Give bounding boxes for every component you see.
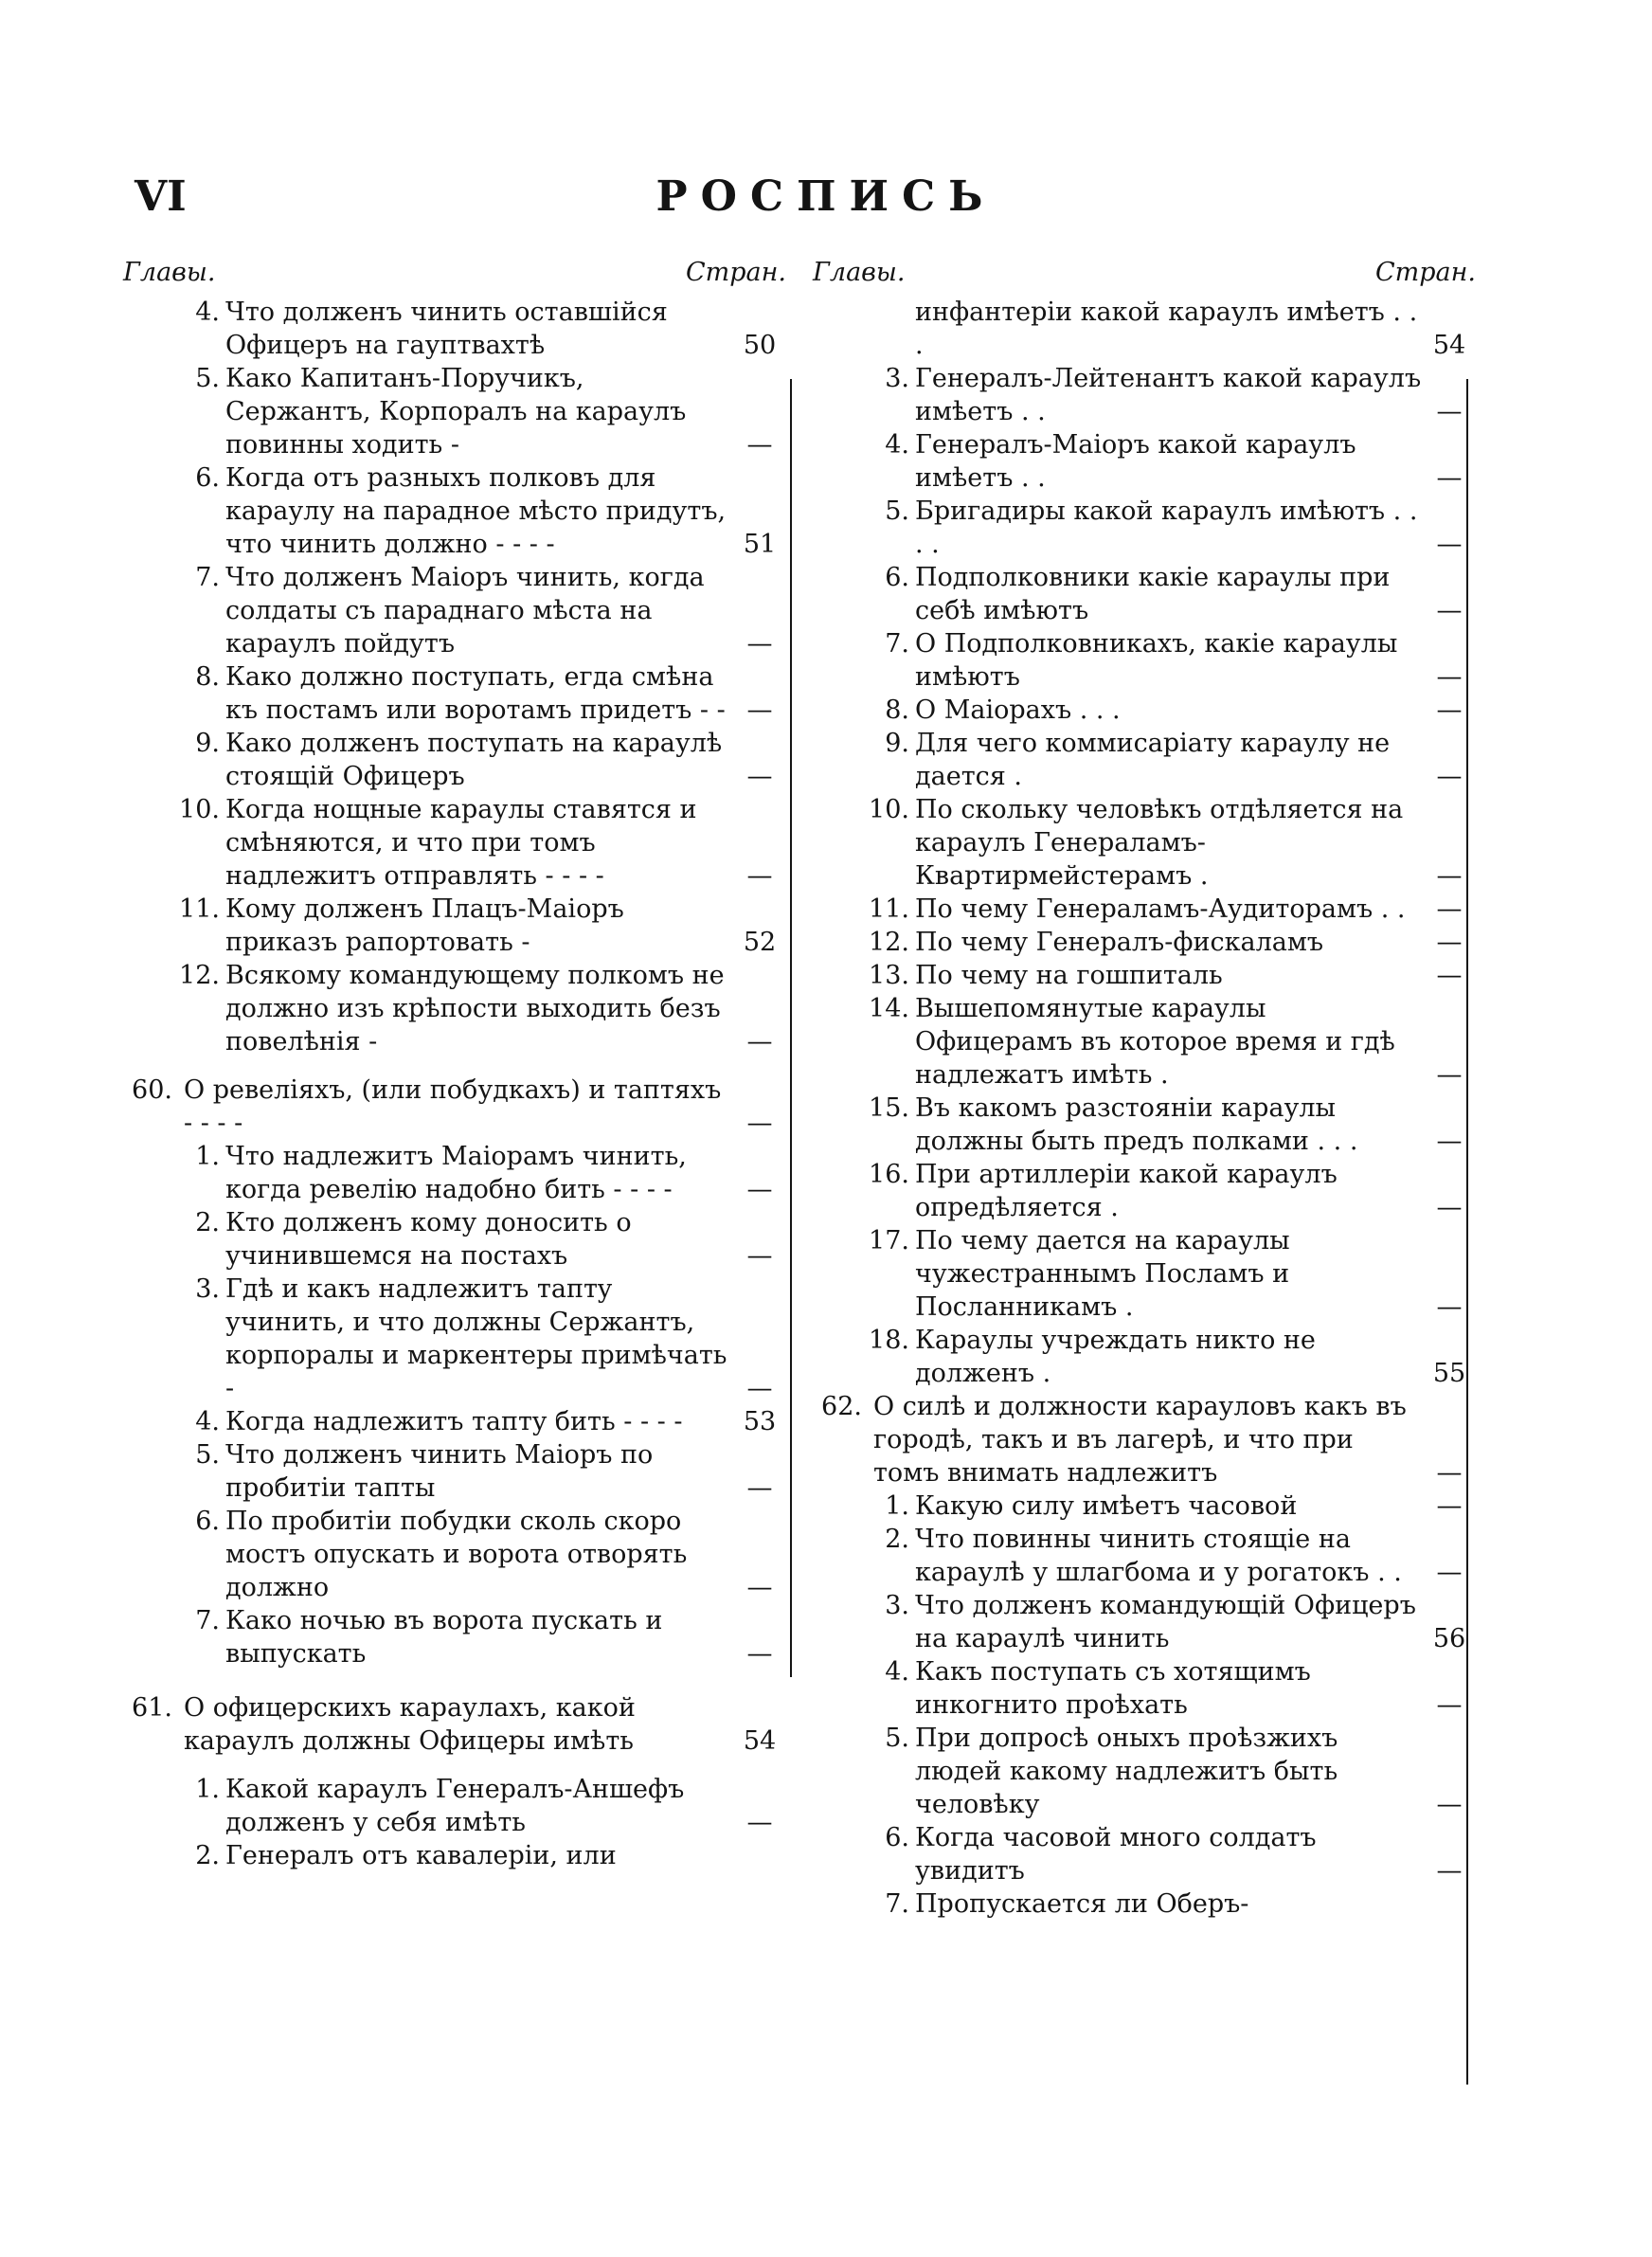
toc-entry xyxy=(813,1821,1476,1887)
entry-text: Како долженъ поступать на караулѣ стоящій Офицеръ xyxy=(225,729,723,791)
entry-number: 12. xyxy=(179,961,220,990)
entry-text: Вышепомянутые караулы Офицерамъ въ которое время и гдѣ надлежатъ имѣть . xyxy=(915,994,1395,1090)
pages-heading: Стран. xyxy=(1374,258,1476,287)
toc-entry xyxy=(123,1405,786,1438)
entry-page: — xyxy=(1436,596,1463,625)
toc-entry-continued xyxy=(813,296,1476,362)
toc-entry xyxy=(813,1722,1476,1821)
entry-number: 7. xyxy=(195,563,220,592)
entry-text: Въ какомъ разстояніи караулы должны быть предъ полками . . . xyxy=(915,1093,1358,1156)
toc-entry xyxy=(123,893,786,959)
toc-entry xyxy=(123,1140,786,1206)
entry-page: — xyxy=(1436,1060,1463,1090)
entry-page: — xyxy=(1436,695,1463,725)
entry-number: 10. xyxy=(869,795,909,824)
entry-text: По чему дается на караулы чужестраннымъ Посламъ и Посланникамъ . xyxy=(915,1226,1290,1322)
entry-page: — xyxy=(746,1241,773,1271)
entry-page: — xyxy=(1436,762,1463,791)
entry-number: 5. xyxy=(195,1440,220,1470)
toc-entry xyxy=(123,1773,786,1839)
entry-text: Какую силу имѣетъ часовой xyxy=(915,1491,1298,1521)
entry-number: 14. xyxy=(869,994,909,1023)
entry-number: 1. xyxy=(885,1491,909,1521)
entry-text: Какъ поступать съ хотящимъ инкогнито проѣхать xyxy=(915,1657,1311,1720)
chapters-heading: Главы. xyxy=(813,258,906,287)
pages-heading: Стран. xyxy=(685,258,786,287)
entry-page: — xyxy=(1436,662,1463,692)
chapter-text: О офицерскихъ караулахъ, какой караулъ должны Офицеры имѣть xyxy=(184,1693,636,1756)
toc-entry xyxy=(123,461,786,561)
entry-number: 16. xyxy=(869,1160,909,1189)
toc-entry xyxy=(813,627,1476,694)
entry-number: 1. xyxy=(195,1775,220,1804)
entry-text: О Подполковникахъ, какіе караулы имѣютъ xyxy=(915,629,1398,692)
toc-entry xyxy=(813,1589,1476,1655)
entry-page: — xyxy=(1436,1127,1463,1156)
entry-text: Кто долженъ кому доносить о учинившемся на постахъ xyxy=(225,1208,632,1271)
entry-text: Всякому командующему полкомъ не должно изъ крѣпости выходить безъ повелѣнія - xyxy=(225,961,725,1056)
entry-number: 13. xyxy=(869,961,909,990)
entry-number: 5. xyxy=(885,497,909,526)
toc-entry xyxy=(123,362,786,461)
entry-number: 4. xyxy=(195,298,220,327)
entry-text: Пропускается ли Оберъ- xyxy=(915,1889,1249,1919)
entry-text: Како должно поступать, егда смѣна къ постамъ или воротамъ придетъ - - xyxy=(225,662,726,725)
entry-number: 9. xyxy=(885,729,909,758)
entry-page: — xyxy=(746,861,773,891)
entry-page: 54 xyxy=(1432,331,1466,360)
left-column xyxy=(123,258,786,1872)
entry-text: Когда отъ разныхъ полковъ для караулу на парадное мѣсто придутъ, что чинить должно - - - - xyxy=(225,463,727,559)
entry-text: По чему Генераламъ-Аудиторамъ . . xyxy=(915,894,1406,924)
entry-number: 8. xyxy=(885,695,909,725)
entry-page: — xyxy=(746,762,773,791)
toc-entry xyxy=(813,1490,1476,1523)
entry-page: — xyxy=(1436,397,1463,426)
toc-entry xyxy=(123,1273,786,1405)
toc-entry xyxy=(813,992,1476,1092)
chapter-number: 62. xyxy=(821,1392,862,1421)
entry-page: — xyxy=(1436,1458,1463,1488)
entry-text: Како Капитанъ-Поручикъ, Сержантъ, Корпоралъ на караулъ повинны ходить - xyxy=(225,364,687,460)
toc-entry xyxy=(813,893,1476,926)
entry-number: 1. xyxy=(195,1142,220,1171)
entry-number: 7. xyxy=(195,1606,220,1635)
left-column-header xyxy=(123,258,786,296)
page-title: РОСПИСЬ xyxy=(655,172,997,221)
entry-text: При допросѣ оныхъ проѣзжихъ людей какому надлежитъ быть человѣку xyxy=(915,1724,1338,1819)
entry-page: — xyxy=(1436,1856,1463,1886)
entry-text: По чему на гошпиталь xyxy=(915,961,1223,990)
entry-number: 3. xyxy=(885,1591,909,1620)
chapters-heading: Главы. xyxy=(123,258,216,287)
toc-entry xyxy=(123,1505,786,1604)
entry-page: 55 xyxy=(1432,1359,1466,1388)
toc-entry xyxy=(813,793,1476,893)
entry-number: 12. xyxy=(869,928,909,957)
entry-text: При артиллеріи какой караулъ опредѣляется . xyxy=(915,1160,1338,1222)
toc-entry xyxy=(123,793,786,893)
entry-page: — xyxy=(1436,1558,1463,1587)
entry-text: Что долженъ чинить оставшійся Офицеръ на гауптвахтѣ xyxy=(225,298,668,360)
toc-chapter xyxy=(123,1691,786,1758)
page-number: VI xyxy=(135,172,187,221)
entry-number: 18. xyxy=(869,1326,909,1355)
entry-page: 50 xyxy=(743,331,777,360)
entry-page: 51 xyxy=(743,530,777,559)
toc-entry xyxy=(813,959,1476,992)
toc-chapter xyxy=(813,1390,1476,1490)
entry-number: 7. xyxy=(885,1889,909,1919)
toc-entry xyxy=(813,561,1476,627)
entry-page: — xyxy=(1436,861,1463,891)
entry-page: 53 xyxy=(743,1407,777,1436)
entry-text: Что долженъ чинить Маіоръ по пробитіи тапты xyxy=(225,1440,654,1503)
entry-number: 17. xyxy=(869,1226,909,1255)
entry-page: — xyxy=(1436,1193,1463,1222)
toc-entry xyxy=(123,1438,786,1505)
entry-number: 11. xyxy=(179,894,220,924)
toc-entry xyxy=(123,1839,786,1872)
entry-number: 9. xyxy=(195,729,220,758)
entry-page: — xyxy=(1436,1790,1463,1819)
entry-number: 6. xyxy=(195,1507,220,1536)
entry-text: Что долженъ командующій Офицеръ на караулѣ чинить xyxy=(915,1591,1416,1653)
entry-number: 8. xyxy=(195,662,220,692)
entry-page: 56 xyxy=(1432,1624,1466,1653)
entry-text: Когда нощные караулы ставятся и смѣняются, и что при томъ надлежитъ отправлять - - - - xyxy=(225,795,697,891)
toc-entry xyxy=(813,1158,1476,1224)
entry-text: инфантеріи какой караулъ имѣетъ . . . xyxy=(915,298,1418,360)
entry-number: 6. xyxy=(885,1823,909,1852)
entry-number: 3. xyxy=(195,1274,220,1304)
entry-number: 15. xyxy=(869,1093,909,1123)
toc-entry xyxy=(813,1092,1476,1158)
toc-chapter xyxy=(123,1074,786,1140)
entry-text: Когда часовой много солдатъ увидитъ xyxy=(915,1823,1317,1886)
entry-number: 3. xyxy=(885,364,909,393)
entry-text: Караулы учреждать никто не долженъ . xyxy=(915,1326,1316,1388)
entry-text: Что повинны чинить стоящіе на караулѣ у шлагбома и у рогатокъ . . xyxy=(915,1525,1402,1587)
right-column xyxy=(813,258,1476,1921)
entry-page: — xyxy=(746,1374,773,1403)
entry-text: Когда надлежитъ таптy бить - - - - xyxy=(225,1407,683,1436)
entry-number: 5. xyxy=(195,364,220,393)
toc-entry xyxy=(123,1604,786,1670)
toc-entry xyxy=(123,296,786,362)
entry-number: 4. xyxy=(885,430,909,460)
toc-entry xyxy=(123,660,786,727)
entry-page: — xyxy=(1436,530,1463,559)
entry-text: Кому долженъ Плацъ-Маіоръ приказъ рапортовать - xyxy=(225,894,624,957)
entry-page: — xyxy=(1436,894,1463,924)
entry-page: — xyxy=(1436,1690,1463,1720)
entry-text: По скольку человѣкъ отдѣляется на караулъ Генераламъ-Квартирмейстерамъ . xyxy=(915,795,1404,891)
entry-text: Подполковники какіе караулы при себѣ имѣютъ xyxy=(915,563,1391,625)
entry-page: — xyxy=(1436,961,1463,990)
entry-number: 2. xyxy=(885,1525,909,1554)
entry-text: Для чего коммисаріату караулу не дается . xyxy=(915,729,1391,791)
entry-text: Что надлежитъ Маіорамъ чинить, когда ревелію надобно бить - - - - xyxy=(225,1142,687,1204)
chapter-text: О силѣ и должности карауловъ какъ въ городѣ, такъ и въ лагерѣ, и что при томъ внимать надлежитъ xyxy=(873,1392,1407,1488)
entry-text: Бригадиры какой караулъ имѣютъ . . . . xyxy=(915,497,1418,559)
entry-page: — xyxy=(746,1473,773,1503)
entry-page: 54 xyxy=(743,1726,777,1756)
chapter-number: 61. xyxy=(132,1693,172,1723)
entry-number: 11. xyxy=(869,894,909,924)
entry-number: 2. xyxy=(195,1208,220,1237)
toc-entry xyxy=(813,495,1476,561)
toc-entry xyxy=(813,362,1476,428)
entry-page: — xyxy=(746,695,773,725)
toc-entry xyxy=(813,1887,1476,1921)
entry-number: 6. xyxy=(885,563,909,592)
entry-number: 10. xyxy=(179,795,220,824)
entry-page: — xyxy=(1436,463,1463,493)
toc-entry xyxy=(813,428,1476,495)
toc-entry xyxy=(813,694,1476,727)
entry-page: — xyxy=(746,629,773,659)
entry-page: — xyxy=(746,1027,773,1056)
entry-text: Какой караулъ Генералъ-Аншефъ долженъ у себя имѣть xyxy=(225,1775,685,1837)
entry-page: — xyxy=(1436,1292,1463,1322)
entry-number: 7. xyxy=(885,629,909,659)
entry-page: — xyxy=(746,1109,773,1138)
entry-page: 52 xyxy=(743,928,777,957)
column-rule-left xyxy=(790,379,792,1677)
toc-entry xyxy=(123,959,786,1058)
entry-page: — xyxy=(746,1175,773,1204)
entry-page: — xyxy=(746,1573,773,1602)
entry-page: — xyxy=(746,430,773,460)
entry-text: Генералъ-Маіоръ какой караулъ имѣетъ . . xyxy=(915,430,1356,493)
toc-entry xyxy=(813,926,1476,959)
entry-text: По чему Генералъ-фискаламъ xyxy=(915,928,1323,957)
entry-text: Гдѣ и какъ надлежитъ таптy учинить, и что должны Сержантъ, корпоралы и маркентеры примѣчать - xyxy=(225,1274,727,1403)
entry-text: По пробитіи побудки сколь скоро мостъ опускать и ворота отворять должно xyxy=(225,1507,688,1602)
entry-text: Како ночью въ ворота пускать и выпускать xyxy=(225,1606,663,1669)
entry-page: — xyxy=(1436,1491,1463,1521)
toc-entry xyxy=(123,561,786,660)
entry-number: 2. xyxy=(195,1841,220,1870)
right-column-header xyxy=(813,258,1476,296)
toc-entry xyxy=(813,1655,1476,1722)
entry-text: Генералъ отъ кавалеріи, или xyxy=(225,1841,617,1870)
entry-page: — xyxy=(746,1639,773,1669)
toc-entry xyxy=(813,1324,1476,1390)
toc-entry xyxy=(123,727,786,793)
entry-number: 4. xyxy=(195,1407,220,1436)
entry-number: 6. xyxy=(195,463,220,493)
toc-entry xyxy=(123,1206,786,1273)
entry-number: 5. xyxy=(885,1724,909,1753)
toc-entry xyxy=(813,1523,1476,1589)
toc-entry xyxy=(813,727,1476,793)
toc-entry xyxy=(813,1224,1476,1324)
entry-text: О Маіорахъ . . . xyxy=(915,695,1121,725)
entry-page: — xyxy=(1436,928,1463,957)
entry-page: — xyxy=(746,1808,773,1837)
entry-number: 4. xyxy=(885,1657,909,1687)
chapter-number: 60. xyxy=(132,1075,172,1105)
chapter-text: О ревеліяхъ, (или побудкахъ) и таптяхъ - - - - xyxy=(184,1075,722,1138)
entry-text: Что долженъ Маіоръ чинить, когда солдаты съ параднаго мѣста на караулъ пойдутъ xyxy=(225,563,705,659)
entry-text: Генералъ-Лейтенантъ какой караулъ имѣетъ . . xyxy=(915,364,1422,426)
